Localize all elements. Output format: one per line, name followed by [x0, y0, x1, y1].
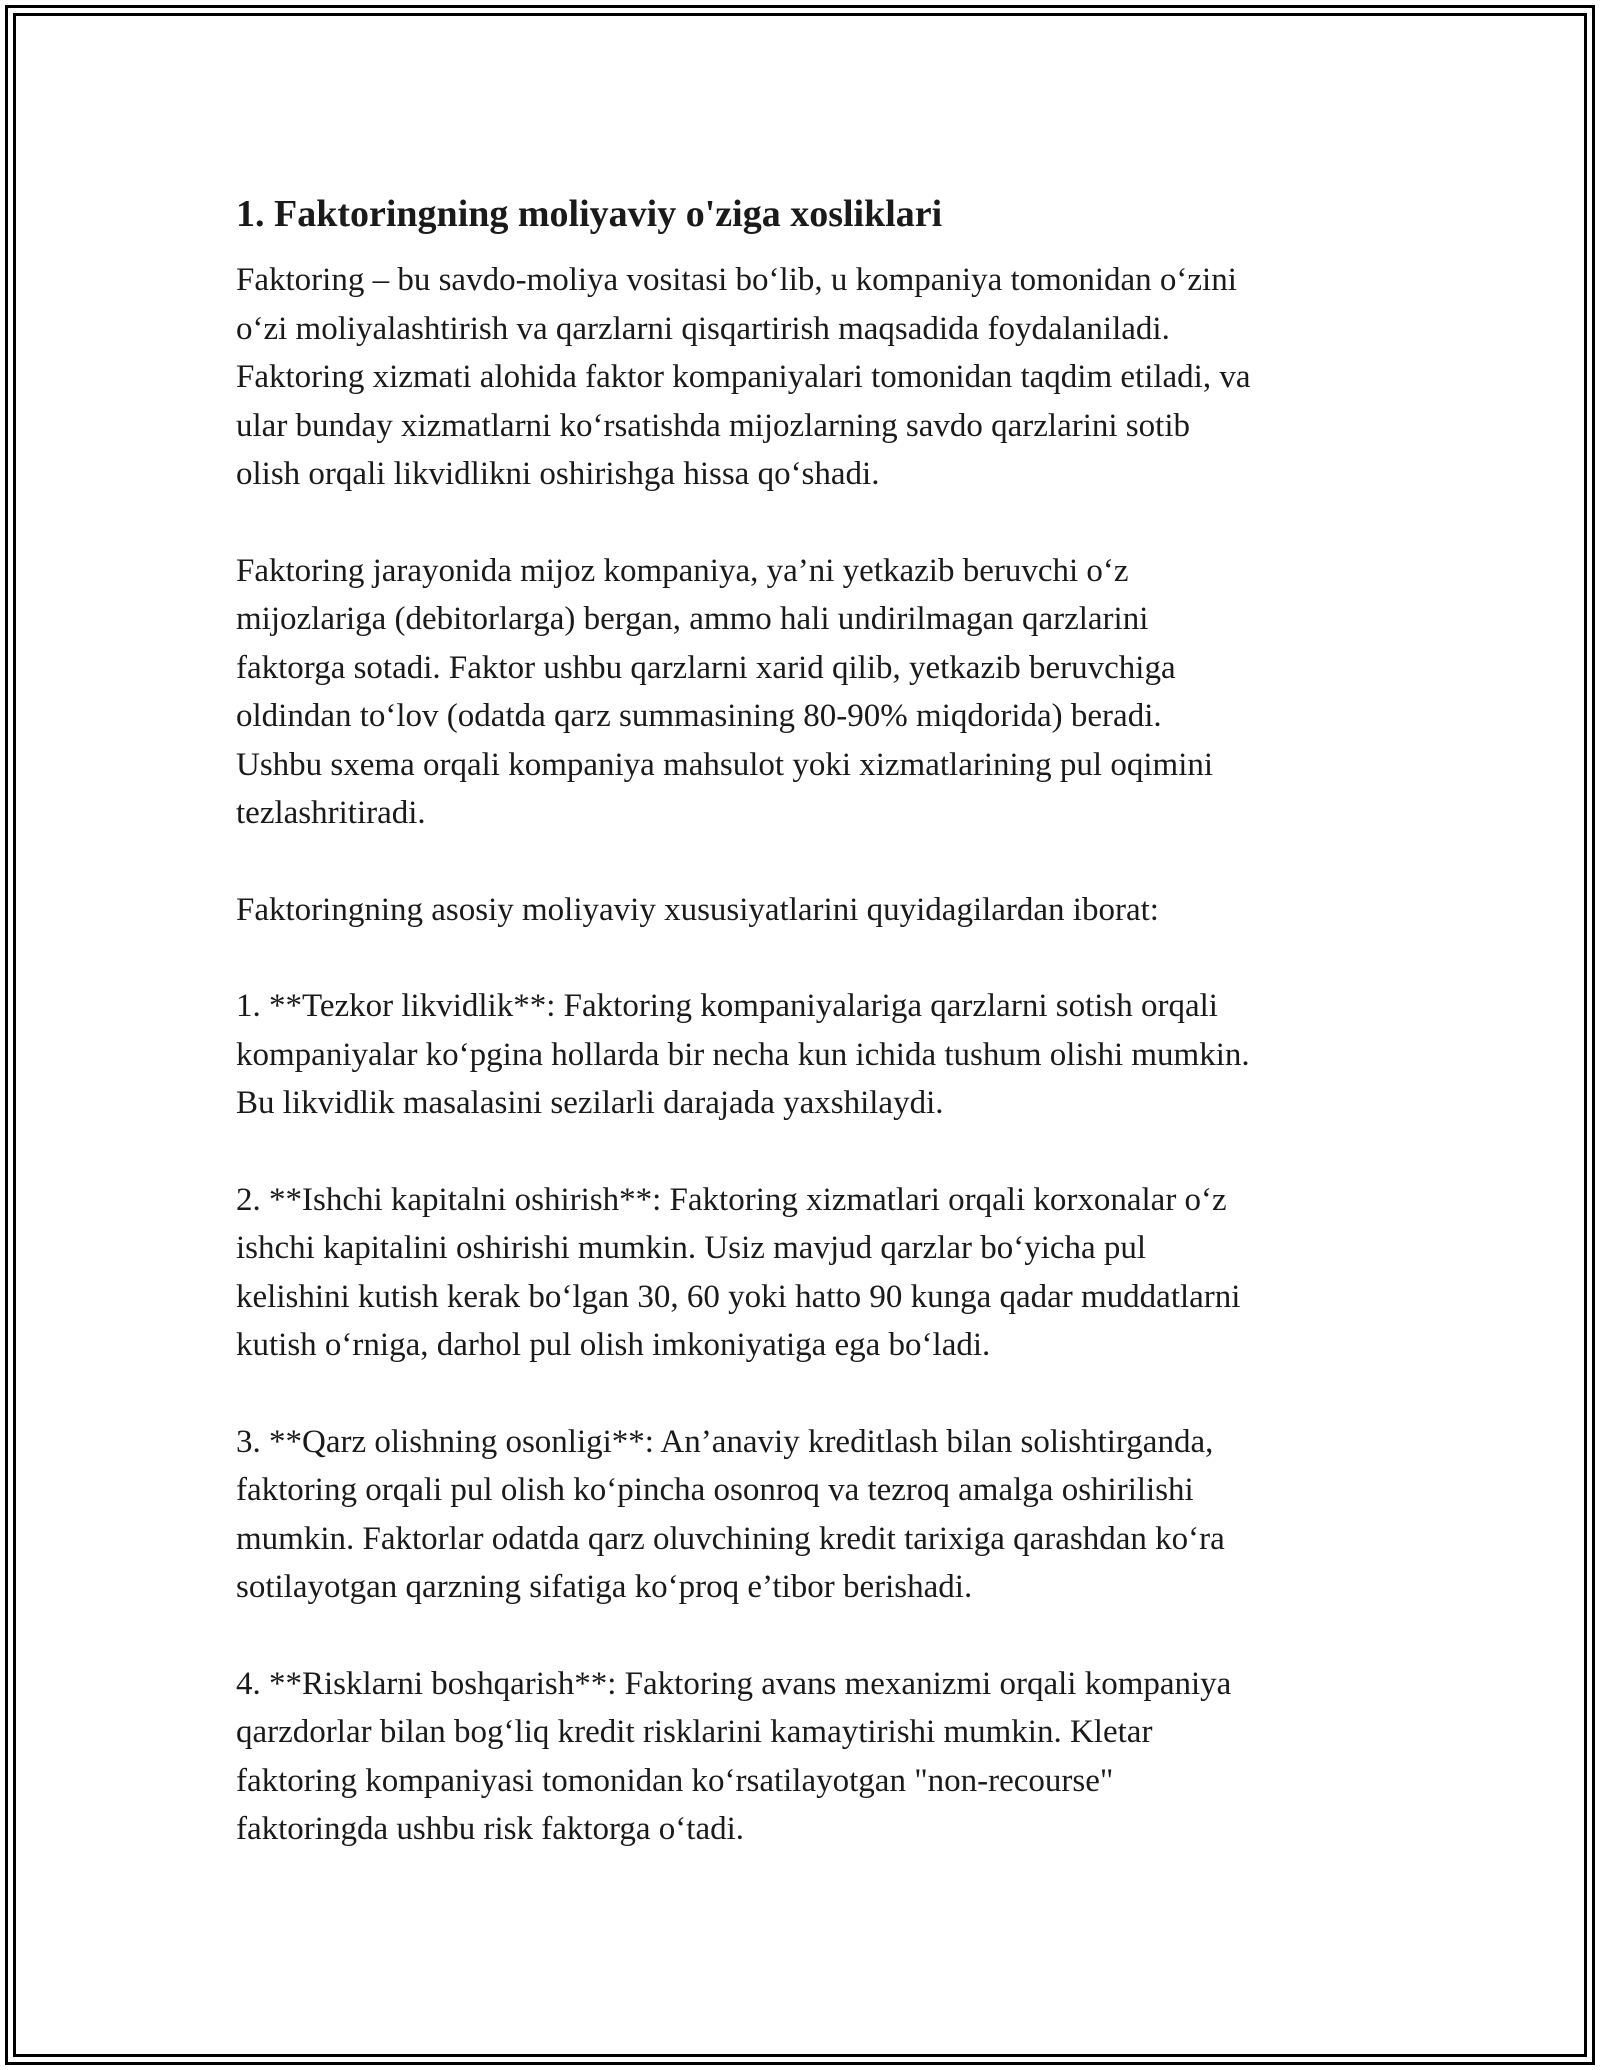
- document-body: [236, 186, 1376, 1902]
- text-line: oʻzi moliyalashtirish va qarzlarni qisqartirish maqsadida foydalaniladi.: [236, 310, 1170, 347]
- text-line: Faktoring xizmati alohida faktor kompaniyalari tomonidan taqdim etiladi, va: [236, 359, 1251, 395]
- text-line: ular bunday xizmatlarni koʻrsatishda mijozlarning savdo qarzlarini sotib: [236, 407, 1190, 444]
- document-title: 1. Faktoringning moliyaviy o'ziga xosliklari: [236, 193, 943, 235]
- paragraph-5: [236, 1176, 1376, 1370]
- paragraph-3: [236, 886, 1376, 935]
- text-line: faktoring kompaniyasi tomonidan koʻrsatilayotgan "non-recourse": [236, 1762, 1114, 1799]
- text-line: mumkin. Faktorlar odatda qarz oluvchining kredit tarixiga qarashdan koʻra: [236, 1520, 1225, 1557]
- text-line: faktoringda ushbu risk faktorga oʻtadi.: [236, 1811, 745, 1847]
- paragraph-6: [236, 1418, 1376, 1612]
- text-line: kelishini kutish kerak boʻlgan 30, 60 yoki hatto 90 kunga qadar muddatlarni: [236, 1278, 1241, 1315]
- paragraph-1: [236, 256, 1376, 499]
- text-line: Faktoring jarayonida mijoz kompaniya, ya’ni yetkazib beruvchi oʻz: [236, 552, 1129, 589]
- text-line: kompaniyalar koʻpgina hollarda bir necha kun ichida tushum olishi mumkin.: [236, 1036, 1250, 1073]
- text-line: kutish oʻrniga, darhol pul olish imkoniyatiga ega boʻladi.: [236, 1327, 991, 1363]
- text-line: ishchi kapitalini oshirishi mumkin. Usiz mavjud qarzlar boʻyicha pul: [236, 1230, 1147, 1266]
- text-line: mijozlariga (debitorlarga) bergan, ammo hali undirilmagan qarzlarini: [236, 601, 1149, 637]
- text-line: 4. **Risklarni boshqarish**: Faktoring avans mexanizmi orqali kompaniya: [236, 1665, 1232, 1702]
- text-line: Bu likvidlik masalasini sezilarli darajada yaxshilaydi.: [236, 1085, 944, 1121]
- paragraph-7: [236, 1660, 1376, 1854]
- text-line: 2. **Ishchi kapitalni oshirish**: Faktoring xizmatlari orqali korxonalar oʻz: [236, 1181, 1227, 1218]
- text-line: qarzdorlar bilan bogʻliq kredit risklarini kamaytirishi mumkin. Kletar: [236, 1714, 1153, 1750]
- text-line: faktorga sotadi. Faktor ushbu qarzlarni xarid qilib, yetkazib beruvchiga: [236, 649, 1176, 686]
- text-line: oldindan toʻlov (odatda qarz summasining 80-90% miqdorida) beradi.: [236, 698, 1162, 734]
- text-line: Faktoring – bu savdo-moliya vositasi boʻlib, u kompaniya tomonidan oʻzini: [236, 262, 1237, 298]
- text-line: olish orqali likvidlikni oshirishga hissa qoʻshadi.: [236, 456, 880, 492]
- text-line: sotilayotgan qarzning sifatiga koʻproq e’tibor berishadi.: [236, 1569, 973, 1605]
- text-line: Faktoringning asosiy moliyaviy xususiyatlarini quyidagilardan iborat:: [236, 891, 1159, 928]
- paragraph-2: [236, 547, 1376, 838]
- text-line: faktoring orqali pul olish koʻpincha osonroq va tezroq amalga oshirilishi: [236, 1472, 1194, 1508]
- text-line: tezlashritiradi.: [236, 795, 426, 831]
- text-line: 3. **Qarz olishning osonligi**: An’anaviy kreditlash bilan solishtirganda,: [236, 1423, 1214, 1460]
- paragraph-list: [236, 256, 1376, 1854]
- paragraph-4: [236, 982, 1376, 1128]
- text-line: 1. **Tezkor likvidlik**: Faktoring kompaniyalariga qarzlarni sotish orqali: [236, 988, 1218, 1024]
- text-line: Ushbu sxema orqali kompaniya mahsulot yoki xizmatlarining pul oqimini: [236, 746, 1214, 783]
